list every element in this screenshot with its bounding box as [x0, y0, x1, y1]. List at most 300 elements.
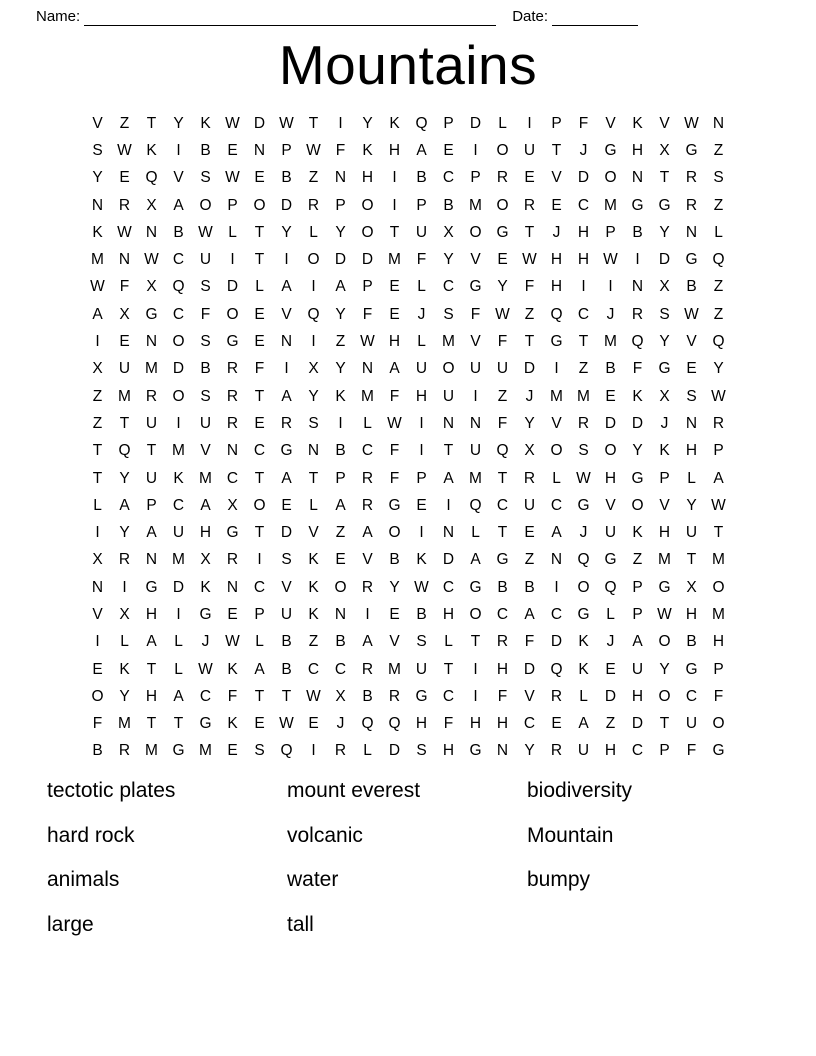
grid-cell[interactable]: E	[254, 305, 265, 323]
grid-cell[interactable]: H	[604, 742, 617, 760]
grid-cell[interactable]: Y	[92, 169, 103, 187]
grid-cell[interactable]: S	[443, 305, 454, 323]
grid-cell[interactable]: W	[387, 414, 402, 432]
grid-cell[interactable]: M	[118, 387, 131, 405]
grid-cell[interactable]: E	[227, 742, 238, 760]
grid-cell[interactable]: E	[551, 715, 562, 733]
grid-cell[interactable]: H	[145, 605, 158, 623]
grid-cell[interactable]: F	[389, 469, 400, 487]
grid-cell[interactable]: M	[712, 605, 725, 623]
grid-cell[interactable]: R	[361, 496, 374, 514]
grid-cell[interactable]: D	[523, 660, 536, 678]
grid-cell[interactable]: L	[309, 496, 318, 514]
grid-cell[interactable]: H	[496, 715, 509, 733]
grid-cell[interactable]: K	[308, 551, 319, 569]
grid-cell[interactable]: V	[551, 169, 562, 187]
grid-cell[interactable]: O	[361, 196, 374, 214]
grid-cell[interactable]: I	[257, 551, 262, 569]
grid-cell[interactable]: R	[334, 742, 347, 760]
grid-cell[interactable]: Z	[524, 551, 535, 569]
grid-cell[interactable]: N	[91, 578, 104, 596]
grid-cell[interactable]: U	[523, 496, 536, 514]
grid-cell[interactable]: B	[632, 223, 643, 241]
grid-cell[interactable]: O	[712, 715, 725, 733]
grid-cell[interactable]: U	[604, 524, 617, 542]
grid-cell[interactable]: R	[145, 387, 158, 405]
grid-cell[interactable]: W	[657, 605, 672, 623]
grid-cell[interactable]: O	[604, 169, 617, 187]
grid-cell[interactable]: E	[686, 360, 697, 378]
grid-cell[interactable]: T	[443, 660, 454, 678]
grid-cell[interactable]: N	[280, 333, 293, 351]
grid-cell[interactable]: R	[685, 169, 698, 187]
word-list-item[interactable]: tectotic plates	[47, 779, 176, 802]
grid-cell[interactable]: F	[524, 633, 535, 651]
grid-cell[interactable]: K	[578, 660, 589, 678]
grid-cell[interactable]: T	[389, 223, 400, 241]
grid-cell[interactable]: A	[335, 278, 346, 296]
grid-cell[interactable]: N	[226, 578, 239, 596]
grid-cell[interactable]: M	[118, 715, 131, 733]
grid-cell[interactable]: J	[336, 715, 345, 733]
grid-cell[interactable]: I	[365, 605, 370, 623]
grid-cell[interactable]: F	[335, 141, 346, 159]
grid-cell[interactable]: G	[658, 196, 671, 214]
grid-cell[interactable]: O	[91, 687, 104, 705]
grid-cell[interactable]: H	[145, 687, 158, 705]
grid-cell[interactable]: R	[361, 469, 374, 487]
grid-cell[interactable]: W	[306, 687, 321, 705]
grid-cell[interactable]: T	[308, 114, 319, 132]
grid-cell[interactable]: A	[632, 633, 643, 651]
grid-cell[interactable]: A	[173, 687, 184, 705]
grid-cell[interactable]: K	[632, 524, 643, 542]
grid-cell[interactable]: K	[632, 387, 643, 405]
grid-cell[interactable]: I	[95, 633, 100, 651]
grid-cell[interactable]: R	[118, 551, 131, 569]
grid-cell[interactable]: C	[361, 442, 374, 460]
grid-cell[interactable]: V	[92, 605, 103, 623]
grid-cell[interactable]: A	[146, 524, 157, 542]
grid-cell[interactable]: A	[524, 605, 535, 623]
grid-cell[interactable]: Y	[281, 223, 292, 241]
grid-cell[interactable]: T	[443, 442, 454, 460]
grid-cell[interactable]: T	[92, 442, 103, 460]
grid-cell[interactable]: G	[604, 551, 617, 569]
grid-cell[interactable]: C	[550, 496, 563, 514]
grid-cell[interactable]: B	[497, 578, 508, 596]
grid-cell[interactable]: S	[200, 387, 211, 405]
grid-cell[interactable]: A	[416, 141, 427, 159]
grid-cell[interactable]: L	[309, 223, 318, 241]
grid-cell[interactable]: I	[311, 333, 316, 351]
grid-cell[interactable]: S	[281, 551, 292, 569]
grid-cell[interactable]: W	[225, 114, 240, 132]
grid-cell[interactable]: Y	[335, 305, 346, 323]
grid-cell[interactable]: B	[524, 578, 535, 596]
grid-cell[interactable]: T	[659, 169, 670, 187]
grid-cell[interactable]: N	[226, 442, 239, 460]
grid-cell[interactable]: H	[469, 715, 482, 733]
grid-cell[interactable]: F	[362, 305, 373, 323]
grid-cell[interactable]: F	[497, 414, 508, 432]
grid-cell[interactable]: K	[119, 660, 130, 678]
grid-cell[interactable]: T	[146, 442, 157, 460]
grid-cell[interactable]: O	[631, 496, 644, 514]
grid-cell[interactable]: M	[550, 387, 563, 405]
grid-cell[interactable]: I	[95, 333, 100, 351]
grid-cell[interactable]: B	[686, 278, 697, 296]
word-list-item[interactable]: water	[287, 868, 339, 891]
word-list-item[interactable]: biodiversity	[527, 779, 633, 802]
grid-cell[interactable]: F	[389, 442, 400, 460]
grid-cell[interactable]: J	[525, 387, 534, 405]
grid-cell[interactable]: S	[416, 742, 427, 760]
grid-cell[interactable]: C	[442, 578, 455, 596]
grid-cell[interactable]: A	[335, 496, 346, 514]
grid-cell[interactable]: K	[227, 715, 238, 733]
grid-cell[interactable]: X	[119, 305, 130, 323]
grid-cell[interactable]: E	[308, 715, 319, 733]
grid-cell[interactable]: T	[173, 715, 184, 733]
grid-cell[interactable]: G	[685, 251, 698, 269]
grid-cell[interactable]: Y	[524, 742, 535, 760]
grid-cell[interactable]: M	[91, 251, 104, 269]
grid-cell[interactable]: D	[631, 715, 644, 733]
word-list-item[interactable]: tall	[287, 912, 314, 936]
grid-cell[interactable]: T	[524, 333, 535, 351]
grid-cell[interactable]: O	[658, 633, 671, 651]
grid-cell[interactable]: J	[606, 633, 615, 651]
grid-cell[interactable]: S	[308, 414, 319, 432]
grid-cell[interactable]: K	[335, 387, 346, 405]
grid-cell[interactable]: S	[713, 169, 724, 187]
grid-cell[interactable]: L	[120, 633, 129, 651]
grid-cell[interactable]: F	[119, 278, 130, 296]
grid-cell[interactable]: W	[117, 141, 132, 159]
grid-cell[interactable]: K	[227, 660, 238, 678]
grid-cell[interactable]: P	[713, 442, 724, 460]
grid-cell[interactable]: V	[308, 524, 319, 542]
grid-cell[interactable]: O	[172, 333, 185, 351]
grid-cell[interactable]: Q	[280, 742, 293, 760]
grid-cell[interactable]: I	[176, 141, 181, 159]
grid-cell[interactable]: R	[577, 414, 590, 432]
grid-cell[interactable]: T	[551, 141, 562, 159]
grid-cell[interactable]: I	[122, 578, 127, 596]
grid-cell[interactable]: J	[579, 524, 588, 542]
grid-cell[interactable]: I	[473, 387, 478, 405]
grid-cell[interactable]: B	[200, 141, 211, 159]
grid-cell[interactable]: V	[92, 114, 103, 132]
grid-cell[interactable]: U	[280, 605, 293, 623]
grid-cell[interactable]: V	[524, 687, 535, 705]
word-list-item[interactable]: animals	[47, 868, 120, 891]
grid-cell[interactable]: T	[254, 469, 265, 487]
grid-cell[interactable]: T	[308, 469, 319, 487]
grid-cell[interactable]: I	[473, 687, 478, 705]
grid-cell[interactable]: U	[577, 742, 590, 760]
grid-cell[interactable]: R	[388, 687, 401, 705]
grid-cell[interactable]: E	[443, 141, 454, 159]
grid-cell[interactable]: K	[362, 141, 373, 159]
grid-cell[interactable]: P	[551, 114, 562, 132]
word-list-item[interactable]: mount everest	[287, 779, 421, 802]
grid-cell[interactable]: K	[200, 578, 211, 596]
grid-cell[interactable]: Y	[659, 223, 670, 241]
grid-cell[interactable]: I	[284, 360, 289, 378]
grid-cell[interactable]: G	[685, 660, 698, 678]
grid-cell[interactable]: T	[146, 114, 157, 132]
grid-cell[interactable]: Z	[713, 305, 724, 323]
grid-cell[interactable]: U	[685, 715, 698, 733]
grid-cell[interactable]: O	[334, 578, 347, 596]
date-write-line[interactable]	[552, 12, 638, 26]
grid-cell[interactable]: R	[685, 196, 698, 214]
word-list-item[interactable]: Mountain	[527, 823, 614, 847]
grid-cell[interactable]: H	[388, 141, 401, 159]
grid-cell[interactable]: O	[658, 687, 671, 705]
grid-cell[interactable]: C	[577, 305, 590, 323]
grid-cell[interactable]: G	[172, 742, 185, 760]
grid-cell[interactable]: D	[442, 551, 455, 569]
grid-cell[interactable]: W	[198, 660, 213, 678]
grid-cell[interactable]: V	[551, 414, 562, 432]
grid-cell[interactable]: A	[254, 660, 265, 678]
grid-cell[interactable]: X	[659, 278, 670, 296]
grid-cell[interactable]: N	[712, 114, 725, 132]
word-list-item[interactable]: hard rock	[47, 823, 135, 847]
grid-cell[interactable]: X	[92, 360, 103, 378]
grid-cell[interactable]: R	[307, 196, 320, 214]
grid-cell[interactable]: W	[576, 469, 591, 487]
grid-cell[interactable]: B	[281, 169, 292, 187]
grid-cell[interactable]: Z	[308, 633, 319, 651]
grid-cell[interactable]: C	[442, 687, 455, 705]
grid-cell[interactable]: H	[577, 251, 590, 269]
grid-cell[interactable]: D	[253, 114, 266, 132]
grid-cell[interactable]: M	[712, 551, 725, 569]
grid-cell[interactable]: C	[172, 251, 185, 269]
grid-cell[interactable]: Q	[631, 333, 644, 351]
grid-cell[interactable]: X	[146, 278, 157, 296]
grid-cell[interactable]: R	[226, 414, 239, 432]
grid-cell[interactable]: W	[90, 278, 105, 296]
grid-cell[interactable]: Q	[307, 305, 320, 323]
grid-cell[interactable]: Q	[388, 715, 401, 733]
grid-cell[interactable]: A	[470, 551, 481, 569]
grid-cell[interactable]: Z	[335, 333, 346, 351]
grid-cell[interactable]: O	[388, 524, 401, 542]
grid-cell[interactable]: P	[416, 469, 427, 487]
grid-cell[interactable]: X	[308, 360, 319, 378]
grid-cell[interactable]: W	[225, 169, 240, 187]
grid-cell[interactable]: Y	[119, 687, 130, 705]
grid-cell[interactable]: G	[226, 333, 239, 351]
grid-cell[interactable]: F	[497, 687, 508, 705]
grid-cell[interactable]: P	[335, 196, 346, 214]
grid-cell[interactable]: E	[227, 141, 238, 159]
grid-cell[interactable]: H	[442, 742, 455, 760]
grid-cell[interactable]: D	[604, 687, 617, 705]
grid-cell[interactable]: L	[444, 633, 453, 651]
grid-cell[interactable]: Y	[443, 251, 454, 269]
grid-cell[interactable]: J	[417, 305, 426, 323]
grid-cell[interactable]: U	[523, 141, 536, 159]
grid-cell[interactable]: M	[469, 469, 482, 487]
grid-cell[interactable]: I	[176, 414, 181, 432]
grid-cell[interactable]: F	[470, 305, 481, 323]
grid-cell[interactable]: E	[254, 333, 265, 351]
grid-cell[interactable]: V	[281, 305, 292, 323]
grid-cell[interactable]: V	[470, 333, 481, 351]
grid-cell[interactable]: C	[631, 742, 644, 760]
grid-cell[interactable]: P	[632, 578, 643, 596]
grid-cell[interactable]: F	[686, 742, 697, 760]
grid-cell[interactable]: S	[200, 169, 211, 187]
grid-cell[interactable]: P	[632, 605, 643, 623]
grid-cell[interactable]: L	[363, 742, 372, 760]
grid-cell[interactable]: A	[551, 524, 562, 542]
grid-cell[interactable]: K	[632, 114, 643, 132]
grid-cell[interactable]: K	[308, 578, 319, 596]
grid-cell[interactable]: N	[253, 141, 266, 159]
grid-cell[interactable]: R	[226, 551, 239, 569]
grid-cell[interactable]: I	[311, 278, 316, 296]
grid-cell[interactable]: Q	[496, 442, 509, 460]
grid-cell[interactable]: H	[415, 715, 428, 733]
grid-cell[interactable]: R	[631, 305, 644, 323]
grid-cell[interactable]: I	[527, 114, 532, 132]
grid-cell[interactable]: R	[280, 414, 293, 432]
grid-cell[interactable]: T	[497, 524, 508, 542]
grid-cell[interactable]: H	[631, 687, 644, 705]
grid-cell[interactable]: R	[226, 360, 239, 378]
grid-cell[interactable]: P	[227, 196, 238, 214]
grid-cell[interactable]: O	[253, 496, 266, 514]
grid-cell[interactable]: F	[254, 360, 265, 378]
grid-cell[interactable]: G	[469, 278, 482, 296]
grid-cell[interactable]: M	[199, 469, 212, 487]
grid-cell[interactable]: A	[200, 496, 211, 514]
grid-cell[interactable]: X	[119, 605, 130, 623]
grid-cell[interactable]: H	[442, 605, 455, 623]
grid-cell[interactable]: D	[334, 251, 347, 269]
grid-cell[interactable]: D	[388, 742, 401, 760]
grid-cell[interactable]: R	[118, 742, 131, 760]
grid-cell[interactable]: D	[280, 196, 293, 214]
grid-cell[interactable]: F	[416, 251, 427, 269]
grid-cell[interactable]: E	[119, 169, 130, 187]
grid-cell[interactable]: A	[92, 305, 103, 323]
grid-cell[interactable]: I	[95, 524, 100, 542]
grid-cell[interactable]: V	[659, 496, 670, 514]
grid-cell[interactable]: A	[443, 469, 454, 487]
grid-cell[interactable]: Q	[550, 305, 563, 323]
grid-cell[interactable]: Y	[389, 578, 400, 596]
grid-cell[interactable]: F	[632, 360, 643, 378]
grid-cell[interactable]: Z	[308, 169, 319, 187]
grid-cell[interactable]: A	[281, 278, 292, 296]
grid-cell[interactable]: K	[200, 114, 211, 132]
grid-cell[interactable]: E	[254, 414, 265, 432]
grid-cell[interactable]: W	[144, 251, 159, 269]
grid-cell[interactable]: M	[361, 387, 374, 405]
grid-cell[interactable]: B	[605, 360, 616, 378]
grid-cell[interactable]: N	[685, 414, 698, 432]
grid-cell[interactable]: F	[389, 387, 400, 405]
grid-cell[interactable]: T	[497, 469, 508, 487]
grid-cell[interactable]: U	[145, 414, 158, 432]
grid-cell[interactable]: M	[199, 742, 212, 760]
grid-cell[interactable]: C	[253, 578, 266, 596]
grid-cell[interactable]: F	[713, 687, 724, 705]
grid-cell[interactable]: I	[581, 278, 586, 296]
grid-cell[interactable]: N	[469, 414, 482, 432]
grid-cell[interactable]: I	[392, 169, 397, 187]
grid-cell[interactable]: P	[281, 141, 292, 159]
grid-cell[interactable]: L	[174, 660, 183, 678]
grid-cell[interactable]: T	[281, 687, 292, 705]
grid-cell[interactable]: D	[172, 578, 185, 596]
grid-cell[interactable]: A	[389, 360, 400, 378]
grid-cell[interactable]: B	[362, 687, 373, 705]
grid-cell[interactable]: X	[200, 551, 211, 569]
grid-cell[interactable]: T	[146, 715, 157, 733]
grid-cell[interactable]: N	[145, 333, 158, 351]
grid-cell[interactable]: D	[604, 414, 617, 432]
grid-cell[interactable]: L	[228, 223, 237, 241]
grid-cell[interactable]: X	[659, 141, 670, 159]
grid-cell[interactable]: Y	[686, 496, 697, 514]
grid-cell[interactable]: F	[578, 114, 589, 132]
grid-cell[interactable]: T	[659, 715, 670, 733]
grid-cell[interactable]: P	[146, 496, 157, 514]
grid-cell[interactable]: P	[605, 223, 616, 241]
grid-cell[interactable]: L	[255, 633, 264, 651]
grid-cell[interactable]: F	[524, 278, 535, 296]
grid-cell[interactable]: U	[631, 660, 644, 678]
grid-cell[interactable]: T	[713, 524, 724, 542]
grid-cell[interactable]: G	[658, 578, 671, 596]
grid-cell[interactable]: F	[200, 305, 211, 323]
grid-cell[interactable]: Q	[577, 551, 590, 569]
grid-cell[interactable]: I	[473, 141, 478, 159]
grid-cell[interactable]: T	[119, 414, 130, 432]
grid-cell[interactable]: H	[550, 278, 563, 296]
grid-cell[interactable]: I	[338, 114, 343, 132]
grid-cell[interactable]: Q	[172, 278, 185, 296]
grid-cell[interactable]: U	[145, 469, 158, 487]
grid-cell[interactable]: N	[361, 360, 374, 378]
grid-cell[interactable]: W	[279, 114, 294, 132]
grid-cell[interactable]: T	[254, 687, 265, 705]
grid-cell[interactable]: V	[281, 578, 292, 596]
grid-cell[interactable]: O	[550, 442, 563, 460]
grid-cell[interactable]: P	[659, 742, 670, 760]
grid-cell[interactable]: G	[604, 141, 617, 159]
grid-cell[interactable]: U	[469, 442, 482, 460]
grid-cell[interactable]: L	[417, 333, 426, 351]
grid-cell[interactable]: Z	[578, 360, 589, 378]
grid-cell[interactable]: A	[281, 469, 292, 487]
grid-cell[interactable]: X	[146, 196, 157, 214]
grid-cell[interactable]: W	[360, 333, 375, 351]
grid-cell[interactable]: W	[711, 387, 726, 405]
grid-cell[interactable]: B	[416, 169, 427, 187]
grid-cell[interactable]: G	[226, 524, 239, 542]
grid-cell[interactable]: M	[442, 333, 455, 351]
